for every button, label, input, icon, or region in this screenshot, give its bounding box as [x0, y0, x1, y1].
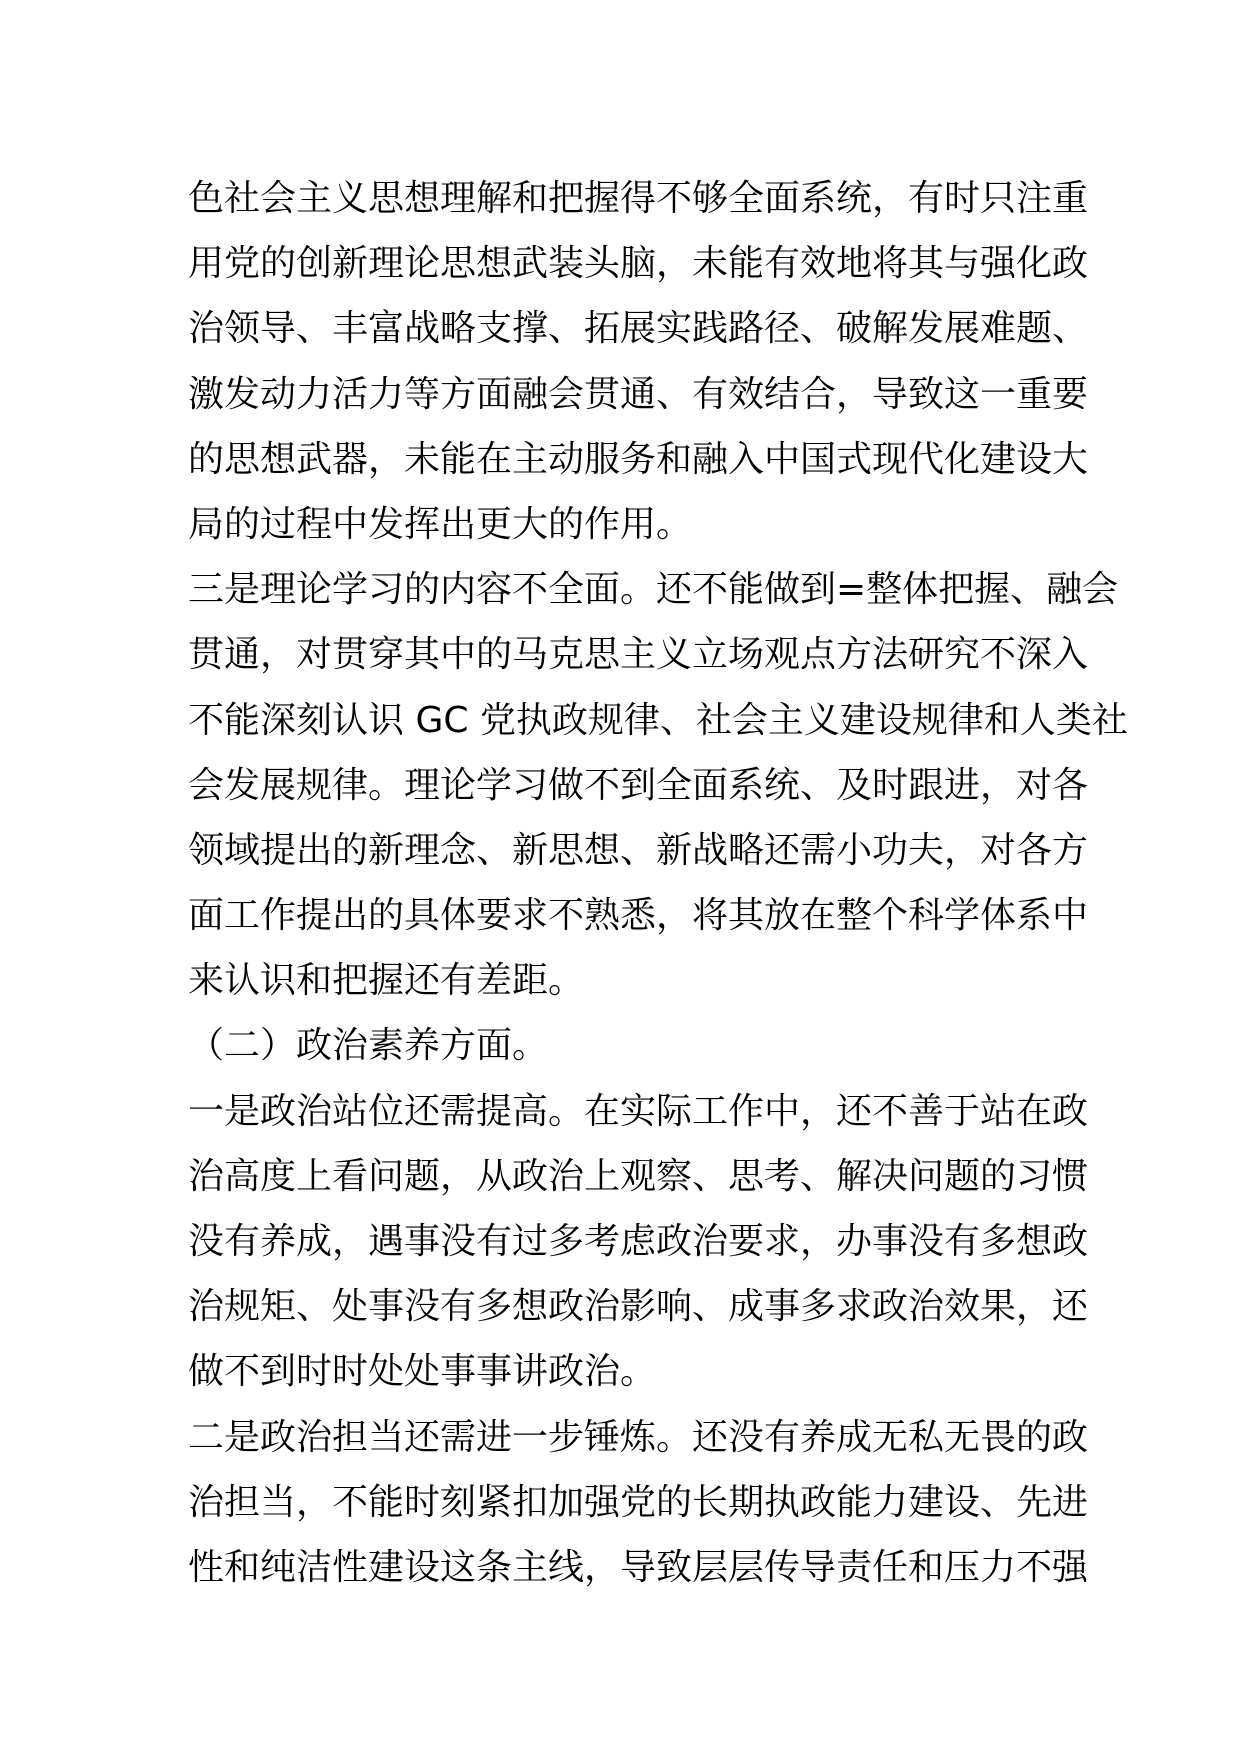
text-line: 的思想武器，未能在主动服务和融入中国式现代化建设大: [188, 438, 1089, 480]
text-line: 治担当，不能时刻紧扣加强党的长期执政能力建设、先进: [188, 1481, 1089, 1523]
text-line: 面工作提出的具体要求不熟悉，将其放在整个科学体系中: [188, 895, 1089, 937]
text-line: 激发动力活力等方面融会贯通、有效结合，导致这一重要: [188, 373, 1089, 415]
document-page: [188, 166, 1128, 1600]
section-heading: [188, 1013, 1056, 1078]
paragraph-2: [188, 557, 1128, 1013]
paragraph-1: [188, 166, 1089, 557]
text-line: 做不到时时处处事事讲政治。: [188, 1351, 657, 1393]
text-line: 三是理论学习的内容不全面。还不能做到=整体把握、融会: [188, 569, 1119, 611]
text-line: 会发展规律。理论学习做不到全面系统、及时跟进，对各: [188, 764, 1089, 806]
text-line: 治规矩、处事没有多想政治影响、成事多求政治效果，还: [188, 1286, 1089, 1328]
text-line: 治高度上看问题，从政治上观察、思考、解决问题的习惯: [188, 1155, 1089, 1197]
text-line: 治领导、丰富战略支撑、拓展实践路径、破解发展难题、: [188, 308, 1089, 350]
text-line: 不能深刻认识 GC 党执政规律、社会主义建设规律和人类社: [188, 699, 1128, 741]
text-line: 贯通，对贯穿其中的马克思主义立场观点方法研究不深入: [188, 634, 1089, 676]
text-line: 局的过程中发挥出更大的作用。: [188, 503, 693, 545]
text-line: 二是政治担当还需进一步锤炼。还没有养成无私无畏的政: [188, 1416, 1089, 1458]
text-line: 色社会主义思想理解和把握得不够全面系统，有时只注重: [188, 178, 1089, 219]
text-line: 用党的创新理论思想武装头脑，未能有效地将其与强化政: [188, 243, 1089, 285]
text-line: 没有养成，遇事没有过多考虑政治要求，办事没有多想政: [188, 1221, 1089, 1262]
paragraph-3: [188, 1079, 1089, 1405]
paragraph-4: [188, 1405, 1089, 1601]
heading-text: （二）政治素养方面。: [188, 1025, 549, 1067]
text-line: 一是政治站位还需提高。在实际工作中，还不善于站在政: [188, 1090, 1089, 1132]
text-line: 领域提出的新理念、新思想、新战略还需小功夫，对各方: [188, 829, 1089, 871]
text-line: 性和纯洁性建设这条主线，导致层层传导责任和压力不强: [188, 1546, 1089, 1588]
text-line: 来认识和把握还有差距。: [188, 960, 585, 1002]
